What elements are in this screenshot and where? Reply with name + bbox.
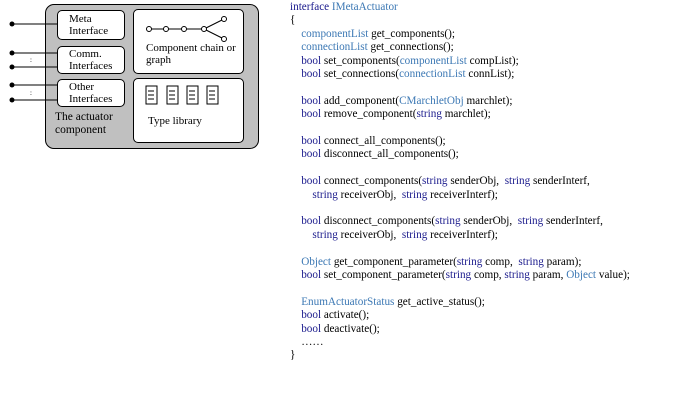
code-keyword: string: [416, 108, 442, 121]
code-keyword: string: [456, 255, 483, 268]
code-text: set_components(: [321, 54, 400, 67]
code-keyword: bool: [290, 322, 322, 335]
code-text: connList);: [465, 68, 515, 80]
type-library-box: [133, 78, 244, 143]
code-line: [290, 215, 603, 228]
code-line: [290, 55, 519, 68]
code-type: componentList: [290, 27, 369, 40]
svg-text::: :: [30, 89, 32, 97]
code-line: [290, 1, 398, 14]
comm-interfaces-box: [57, 46, 125, 74]
meta-interface-label: Meta Interface: [69, 13, 109, 37]
code-line: [290, 323, 380, 336]
code-text: comp,: [471, 269, 505, 281]
code-keyword: bool: [290, 309, 322, 322]
code-text: marchlet);: [441, 108, 491, 121]
code-text: senderInterf,: [543, 215, 603, 228]
code-type: CMarchletObj: [399, 94, 464, 107]
code-keyword: string: [422, 175, 448, 188]
code-keyword: bool: [290, 94, 322, 107]
code-line: [290, 336, 324, 349]
other-interfaces-label: Other Interfaces: [69, 81, 113, 105]
code-line: [290, 296, 485, 309]
code-keyword: interface: [290, 1, 332, 13]
code-line: [290, 95, 512, 108]
code-line: [290, 256, 581, 269]
comm-interfaces-label: Comm. Interfaces: [69, 48, 113, 72]
code-text: get_component_parameter(: [331, 255, 457, 268]
code-keyword: bool: [290, 54, 322, 67]
code-line: [290, 14, 295, 27]
code-text: compList);: [466, 54, 519, 67]
actuator-component-label: The actuator component: [55, 111, 113, 136]
code-text: comp,: [482, 255, 519, 268]
code-text: marchlet);: [463, 94, 513, 107]
code-text: connect_all_components();: [321, 135, 446, 147]
code-type: Object: [566, 269, 597, 281]
code-line: [290, 148, 459, 161]
code-keyword: string: [435, 215, 461, 228]
meta-connector-dot: [10, 22, 15, 27]
code-keyword: bool: [290, 108, 322, 121]
code-text: receiverInterf);: [427, 228, 498, 241]
code-text: get_connections();: [367, 41, 454, 54]
code-text: disconnect_all_components();: [321, 148, 459, 161]
code-keyword: bool: [290, 148, 322, 161]
code-keyword: bool: [290, 68, 322, 80]
code-keyword: bool: [290, 175, 322, 188]
code-text: activate();: [321, 309, 370, 322]
component-chain-box: [133, 9, 244, 74]
code-text: param,: [529, 269, 567, 281]
code-keyword: string: [518, 255, 544, 268]
other-interfaces-box: [57, 79, 125, 107]
code-text: {: [290, 14, 296, 27]
code-text: receiverObj,: [337, 228, 402, 241]
code-keyword: string: [401, 188, 428, 201]
code-keyword: string: [517, 215, 544, 228]
code-text: senderObj,: [460, 215, 518, 228]
code-keyword: bool: [290, 135, 322, 147]
code-line: [290, 41, 454, 54]
code-line: [290, 269, 630, 282]
code-keyword: bool: [290, 215, 322, 228]
code-text: value);: [596, 269, 630, 281]
type-library-label: Type library: [148, 115, 202, 127]
code-type: connectionList: [290, 41, 368, 54]
code-keyword: bool: [290, 269, 322, 281]
comm-connector-dot-2: [10, 65, 15, 70]
code-text: receiverObj,: [337, 188, 402, 201]
code-text: connect_components(: [321, 175, 423, 188]
code-text: set_component_parameter(: [321, 269, 446, 281]
code-text: disconnect_components(: [321, 215, 436, 228]
code-line: [290, 108, 491, 121]
code-keyword: string: [401, 228, 428, 241]
code-text: add_component(: [321, 94, 400, 107]
code-line: [290, 28, 455, 41]
code-text: get_active_status();: [394, 295, 485, 308]
component-chain-label: Component chain or graph: [146, 42, 236, 66]
code-text: deactivate();: [321, 322, 380, 335]
code-keyword: string: [290, 188, 338, 201]
code-keyword: string: [445, 269, 472, 281]
code-type: IMetaActuator: [331, 1, 398, 13]
document-stack-icon: [144, 85, 230, 107]
code-keyword: string: [504, 175, 531, 188]
code-keyword: string: [290, 228, 338, 241]
code-text: param);: [543, 255, 582, 268]
code-text: senderObj,: [447, 175, 505, 188]
code-text: remove_component(: [321, 108, 417, 121]
other-connector-dot-2: [10, 98, 15, 103]
code-type: EnumActuatorStatus: [290, 295, 395, 308]
code-text: set_connections(: [321, 68, 400, 80]
code-text: ……: [290, 336, 324, 348]
code-line: [290, 349, 295, 362]
code-line: [290, 189, 498, 202]
code-line: [290, 135, 446, 148]
code-type: Object: [290, 255, 332, 268]
code-line: [290, 175, 590, 188]
code-text: receiverInterf);: [427, 188, 498, 201]
code-text: }: [290, 349, 296, 362]
actuator-diagram: [0, 0, 280, 160]
code-line: [290, 309, 369, 322]
svg-text::: :: [30, 56, 32, 64]
meta-interface-box: [57, 10, 125, 40]
component-graph-icon: [144, 14, 234, 44]
other-connector-dot-1: [10, 83, 15, 88]
code-type: connectionList: [399, 68, 466, 80]
code-keyword: string: [504, 269, 530, 281]
code-line: [290, 229, 498, 242]
code-line: [290, 68, 514, 81]
code-type: componentList: [399, 54, 467, 67]
code-text: senderInterf,: [530, 175, 590, 188]
code-text: get_components();: [368, 27, 455, 40]
comm-connector-dot-1: [10, 51, 15, 56]
